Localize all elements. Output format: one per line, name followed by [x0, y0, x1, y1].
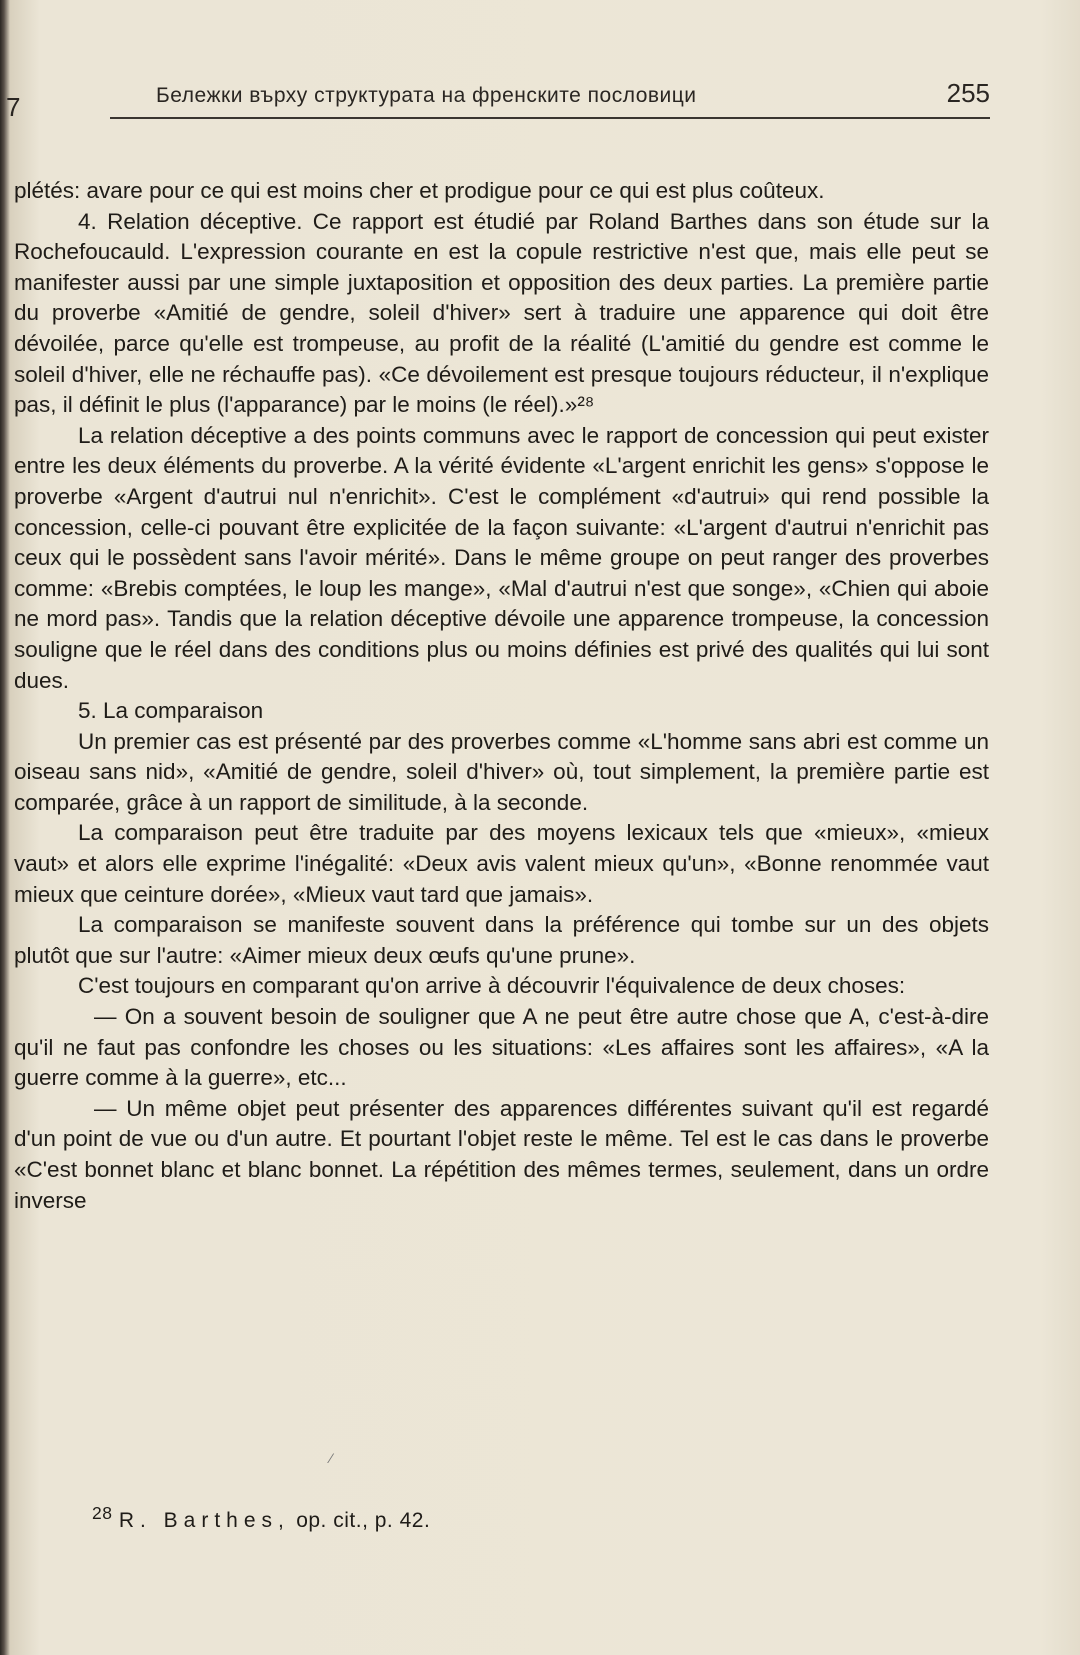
paragraph: Un premier cas est présenté par des proverbes comme «L'homme sans abri est comme un oiseau sans nid», «Amitié de gendre, soleil d'hiver» où, tout simplement, la première partie est comparée, grâce à un rapport de similitude, à la seconde. — [14, 728, 989, 815]
footnote-marker: 28 — [92, 1503, 113, 1523]
stray-mark: ⁄ — [330, 1450, 333, 1466]
body-text — [14, 176, 989, 1216]
header-rule — [110, 117, 990, 119]
footnote — [92, 1503, 430, 1533]
list-item: — On a souvent besoin de souligner que A ne peut être autre chose que A, c'est-à-dire qu'il ne faut pas confondre les choses ou les situations: «Les affaires sont les affaires», «A la guerre comme à la guerre», etc... — [14, 1004, 989, 1091]
paragraph: La comparaison se manifeste souvent dans la préférence qui tombe sur un des objets plutôt que sur l'autre: «Aimer mieux deux œufs qu'une prune». — [14, 912, 989, 968]
paragraph: La comparaison peut être traduite par des moyens lexicaux tels que «mieux», «mieux vaut» et alors elle exprime l'inégalité: «Deux avis valent mieux qu'un», «Bonne renommée vaut mieux que ceinture dorée», «Mieux vaut tard que jamais». — [14, 820, 989, 907]
page-number: 255 — [946, 78, 990, 108]
edge-page-number: 7 — [6, 92, 21, 122]
running-head — [150, 78, 990, 118]
running-head-title: Бележки върху структурата на френските пословици — [156, 84, 697, 107]
footnote-author: R. Barthes, — [118, 1509, 290, 1532]
paragraph: La relation déceptive a des points communs avec le rapport de concession qui peut exister entre les deux éléments du proverbe. A la vérité évidente «L'argent enrichit les gens» s'oppose le proverbe «Argent d'autrui nul n'enrichit». C'est le complément «d'autrui» qui rend possible la concession, celle-ci pouvant être explicitée de la façon suivante: «L'argent d'autrui n'enrichit pas ceux qui le possèdent sans l'avoir mérité». Dans le même groupe on peut ranger des proverbes comme: «Brebis comptées, le loup les mange», «Mal d'autrui n'est que songe», «Chien qui aboie ne mord pas». Tandis que la relation déceptive dévoile une apparence trompeuse, la concession souligne que le réel dans des conditions plus ou moins définies est privé des qualités qui lui sont dues. — [14, 422, 989, 693]
paragraph: 4. Relation déceptive. Ce rapport est étudié par Roland Barthes dans son étude sur la Rochefoucauld. L'expression courante en est la copule restrictive n'est que, mais elle peut se manifester aussi par une simple juxtaposition et opposition des deux parties. La première partie du proverbe «Amitié de gendre, soleil d'hiver» sert à traduire une apparence qui doit être dévoilée, parce qu'elle est trompeuse, au profit de la réalité (L'amitié du gendre est comme le soleil d'hiver, elle ne réchauffe pas). «Ce dévoilement est presque toujours réducteur, il n'explique pas, il définit le plus (l'apparance) par le moins (le réel).»²⁸ — [14, 208, 989, 418]
section-heading: 5. La comparaison — [78, 698, 264, 724]
list-item: — Un même objet peut présenter des apparences différentes suivant qu'il est regardé d'un point de vue ou d'un autre. Et pourtant l'objet reste le même. Tel est le cas dans le proverbe «C'est bonnet blanc et blanc bonnet. La répétition des mêmes termes, seulement, dans un ordre inverse — [14, 1095, 989, 1213]
paragraph: C'est toujours en comparant qu'on arrive à découvrir l'équivalence de deux choses: — [78, 973, 906, 999]
paragraph: plétés: avare pour ce qui est moins cher et prodigue pour ce qui est plus coûteux. — [14, 178, 825, 203]
footnote-reference: op. cit., p. 42. — [296, 1509, 431, 1532]
